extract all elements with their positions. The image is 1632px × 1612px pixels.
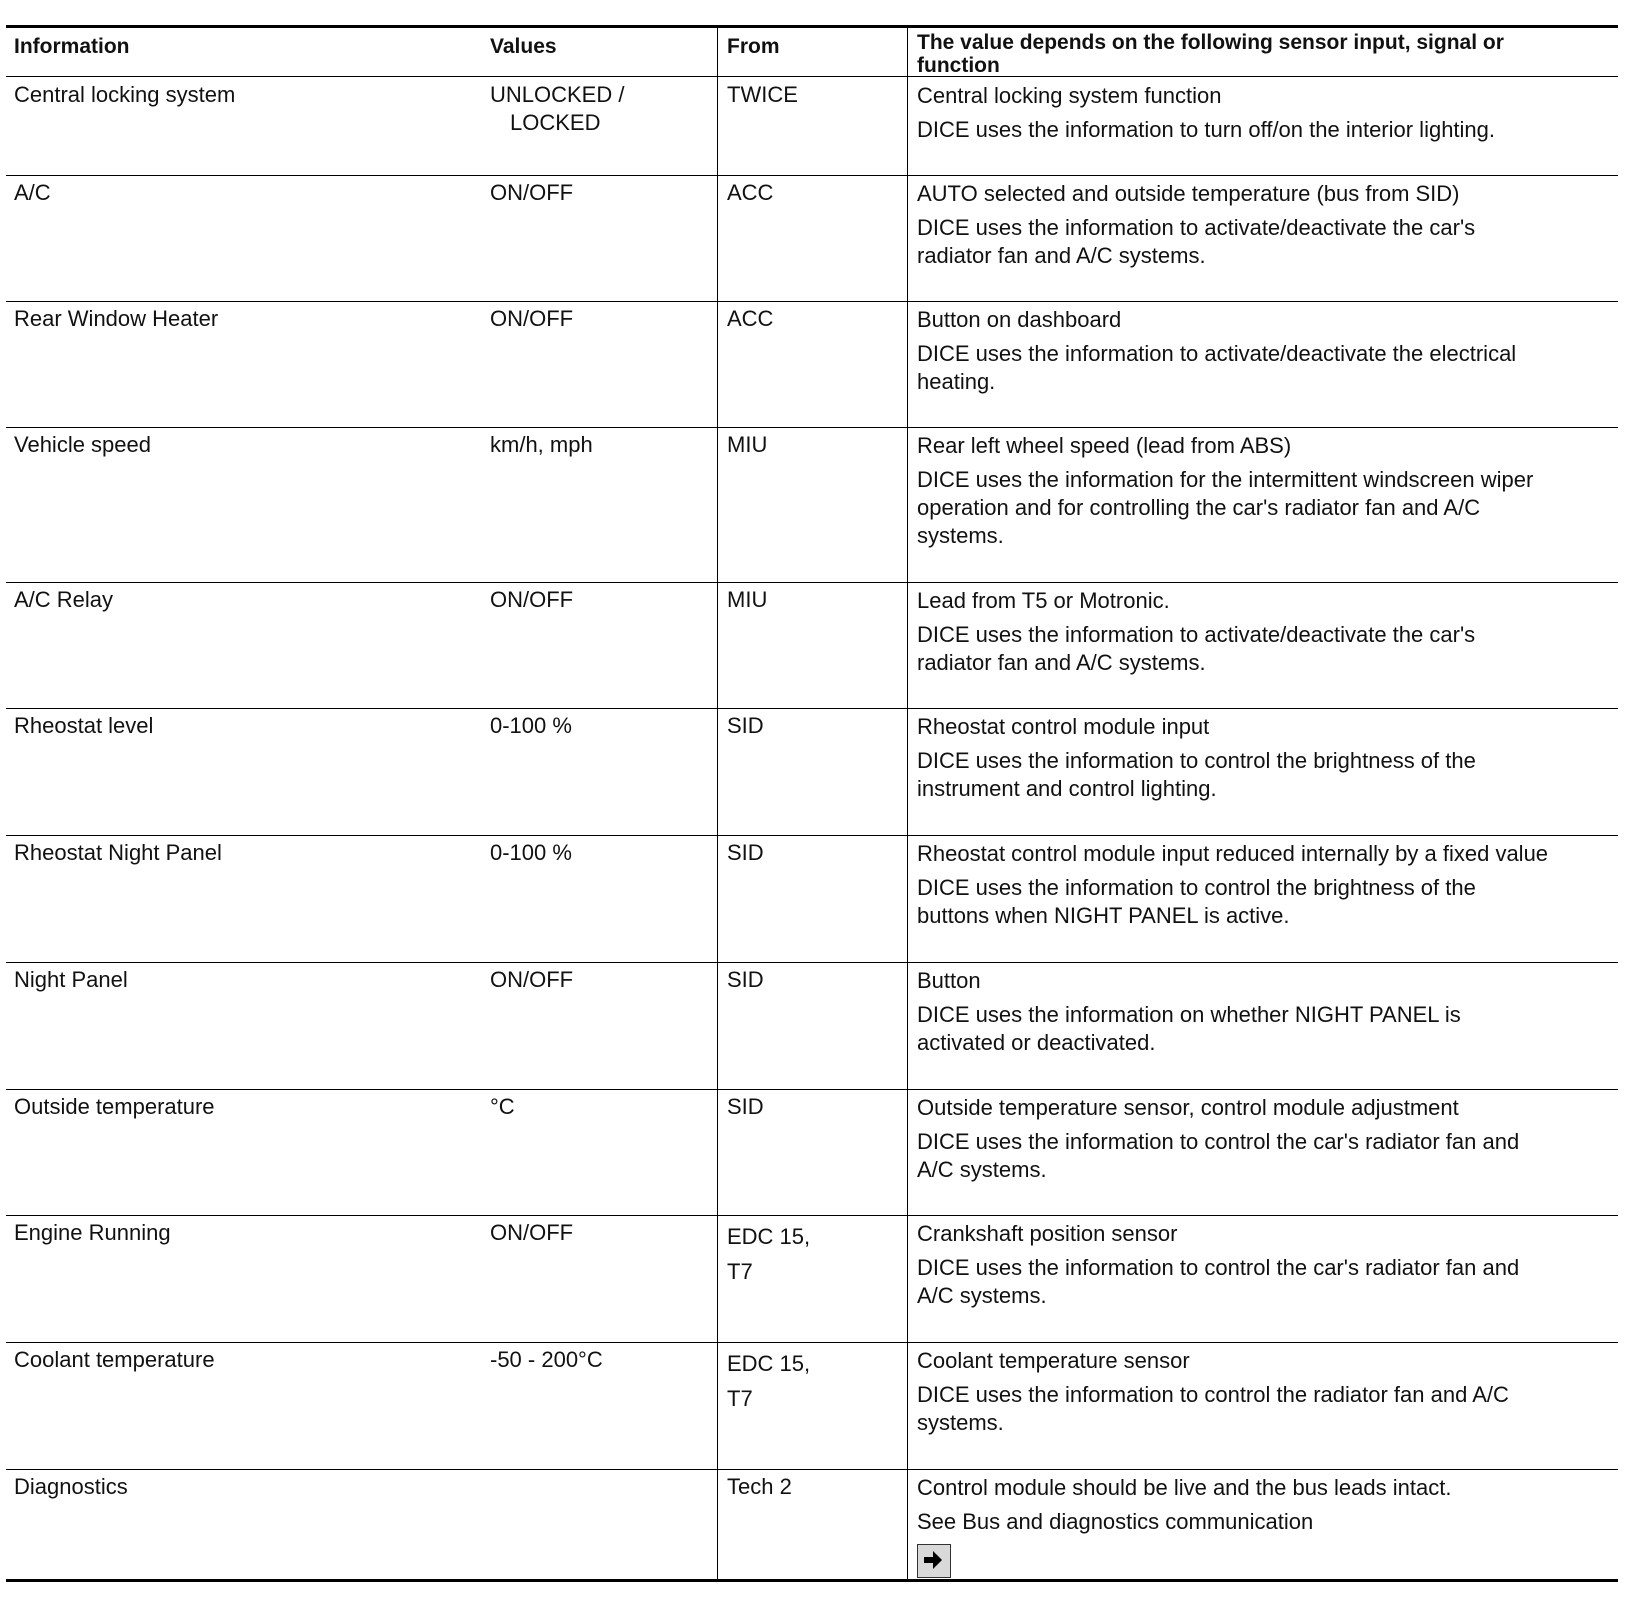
detail-line: activated or deactivated.	[917, 1030, 1156, 1055]
values-line: km/h, mph	[490, 432, 593, 457]
from-cell	[727, 839, 764, 867]
depends-line: Outside temperature sensor, control module adjustment	[917, 1095, 1459, 1120]
information-cell: Rear Window Heater	[14, 306, 219, 331]
depends-line: Crankshaft position sensor	[917, 1221, 1178, 1246]
column-divider	[907, 25, 908, 1580]
values-cell	[490, 839, 572, 867]
row-divider	[6, 1089, 1618, 1090]
depends-line: Rheostat control module input reduced internally by a fixed value	[917, 841, 1549, 866]
from-cell	[727, 81, 798, 109]
detail-line: DICE uses the information to control the brightness of the	[917, 875, 1476, 900]
detail-line: DICE uses the information to control the car's radiator fan and	[917, 1129, 1520, 1154]
information-cell: Diagnostics	[14, 1474, 128, 1499]
row-divider	[6, 427, 1618, 428]
values-cell	[490, 1219, 573, 1247]
from-cell	[727, 712, 764, 740]
from-line: Tech 2	[727, 1474, 792, 1499]
information-cell: A/C Relay	[14, 587, 114, 612]
from-line: MIU	[727, 587, 768, 612]
information-cell: Coolant temperature	[14, 1347, 215, 1372]
values-line: 0-100 %	[490, 840, 572, 865]
depends-cell	[917, 1474, 1451, 1578]
from-line: MIU	[727, 432, 768, 457]
depends-cell	[917, 1220, 1519, 1310]
depends-line: Coolant temperature sensor	[917, 1348, 1190, 1373]
row-divider	[6, 962, 1618, 963]
detail-line: DICE uses the information to turn off/on the interior lighting.	[917, 117, 1496, 142]
detail-text	[917, 214, 1475, 270]
values-line: ON/OFF	[490, 1220, 574, 1245]
header-values: Values	[490, 35, 557, 58]
from-cell	[727, 1346, 810, 1416]
header-information: Information	[14, 35, 130, 58]
detail-line: radiator fan and A/C systems.	[917, 650, 1206, 675]
depends-cell	[917, 840, 1548, 930]
depends-cell	[917, 587, 1475, 677]
information-cell: Vehicle speed	[14, 432, 151, 457]
from-cell	[727, 1473, 792, 1501]
from-cell	[727, 305, 773, 333]
from-cell	[727, 431, 767, 459]
header-divider	[6, 76, 1618, 77]
values-cell	[490, 1346, 603, 1374]
information-cell: Engine Running	[14, 1220, 171, 1245]
detail-text	[917, 874, 1548, 930]
column-divider	[717, 25, 718, 1580]
depends-line: Button on dashboard	[917, 307, 1122, 332]
row-divider	[6, 1215, 1618, 1216]
values-line: UNLOCKED /	[490, 82, 625, 107]
from-line: EDC 15,	[727, 1224, 811, 1249]
from-cell	[727, 1219, 810, 1289]
depends-line: AUTO selected and outside temperature (bus from SID)	[917, 181, 1460, 206]
header-depends-line1: The value depends on the following sensor input, signal or	[917, 31, 1504, 54]
row-divider	[6, 582, 1618, 583]
from-line: SID	[727, 967, 764, 992]
values-cell	[490, 305, 573, 333]
depends-cell	[917, 1347, 1509, 1437]
depends-cell	[917, 432, 1533, 550]
depends-cell	[917, 713, 1476, 803]
detail-text	[917, 621, 1475, 677]
values-cell	[490, 431, 593, 459]
detail-text	[917, 340, 1516, 396]
detail-text	[917, 1381, 1509, 1437]
detail-text	[917, 1001, 1461, 1057]
detail-line: operation and for controlling the car's radiator fan and A/C	[917, 495, 1481, 520]
detail-line: DICE uses the information to activate/deactivate the electrical	[917, 341, 1517, 366]
detail-line: A/C systems.	[917, 1157, 1047, 1182]
row-divider	[6, 175, 1618, 176]
depends-line: Button	[917, 968, 981, 993]
detail-line: buttons when NIGHT PANEL is active.	[917, 903, 1290, 928]
from-line: EDC 15,	[727, 1351, 811, 1376]
values-cell	[490, 179, 573, 207]
row-divider	[6, 301, 1618, 302]
from-line: T7	[727, 1259, 753, 1284]
detail-line: DICE uses the information to control the car's radiator fan and	[917, 1255, 1520, 1280]
depends-cell	[917, 306, 1516, 396]
depends-line: Rheostat control module input	[917, 714, 1210, 739]
detail-line: DICE uses the information for the intermittent windscreen wiper	[917, 467, 1534, 492]
values-cell	[490, 966, 573, 994]
values-line: °C	[490, 1094, 515, 1119]
information-cell: Outside temperature	[14, 1094, 215, 1119]
detail-text	[917, 747, 1476, 803]
depends-cell	[917, 180, 1475, 270]
values-line: -50 - 200°C	[490, 1347, 603, 1372]
from-line: TWICE	[727, 82, 798, 107]
detail-text	[917, 466, 1533, 550]
arrow-right-icon	[921, 1548, 945, 1572]
depends-line: Central locking system function	[917, 83, 1222, 108]
information-cell: Night Panel	[14, 967, 128, 992]
depends-line: Lead from T5 or Motronic.	[917, 588, 1170, 613]
from-cell	[727, 586, 767, 614]
detail-line: See Bus and diagnostics communication	[917, 1509, 1314, 1534]
values-cell	[490, 586, 573, 614]
values-cell	[490, 1093, 515, 1121]
depends-cell	[917, 967, 1461, 1057]
row-divider	[6, 708, 1618, 709]
detail-text	[917, 1508, 1451, 1536]
values-line: LOCKED	[510, 110, 601, 135]
values-line: 0-100 %	[490, 713, 572, 738]
depends-line: Rear left wheel speed (lead from ABS)	[917, 433, 1292, 458]
row-divider	[6, 1342, 1618, 1343]
from-line: ACC	[727, 180, 774, 205]
information-cell: Rheostat level	[14, 713, 154, 738]
values-line: ON/OFF	[490, 306, 574, 331]
values-line: ON/OFF	[490, 967, 574, 992]
from-line: SID	[727, 713, 764, 738]
detail-line: instrument and control lighting.	[917, 776, 1217, 801]
from-cell	[727, 179, 773, 207]
detail-line: heating.	[917, 369, 996, 394]
row-divider	[6, 1469, 1618, 1470]
detail-line: DICE uses the information to activate/deactivate the car's	[917, 622, 1476, 647]
from-line: SID	[727, 1094, 764, 1119]
table-top-rule	[6, 25, 1618, 28]
from-line: ACC	[727, 306, 774, 331]
from-cell	[727, 1093, 764, 1121]
row-divider	[6, 835, 1618, 836]
header-depends-line2: function	[917, 54, 1000, 77]
detail-line: A/C systems.	[917, 1283, 1047, 1308]
header-from: From	[727, 35, 780, 58]
values-line: ON/OFF	[490, 587, 574, 612]
detail-line: DICE uses the information to control the radiator fan and A/C	[917, 1382, 1509, 1407]
information-cell: A/C	[14, 180, 51, 205]
detail-text	[917, 1254, 1519, 1310]
bus-diagnostics-link-button[interactable]	[917, 1544, 951, 1578]
depends-cell	[917, 1094, 1519, 1184]
detail-line: DICE uses the information to activate/deactivate the car's	[917, 215, 1476, 240]
values-cell	[490, 712, 572, 740]
detail-line: systems.	[917, 1410, 1004, 1435]
depends-line: Control module should be live and the bus leads intact.	[917, 1475, 1452, 1500]
detail-line: radiator fan and A/C systems.	[917, 243, 1206, 268]
information-cell: Central locking system	[14, 82, 236, 107]
information-cell: Rheostat Night Panel	[14, 840, 222, 865]
detail-text	[917, 1128, 1519, 1184]
detail-line: systems.	[917, 523, 1004, 548]
header-depends	[917, 31, 1504, 77]
from-line: T7	[727, 1386, 753, 1411]
values-line: ON/OFF	[490, 180, 574, 205]
table-bottom-rule	[6, 1579, 1618, 1582]
detail-line: DICE uses the information to control the brightness of the	[917, 748, 1476, 773]
from-line: SID	[727, 840, 764, 865]
values-cell	[490, 81, 624, 137]
depends-cell	[917, 82, 1495, 144]
detail-line: DICE uses the information on whether NIGHT PANEL is	[917, 1002, 1461, 1027]
from-cell	[727, 966, 764, 994]
detail-text	[917, 116, 1495, 144]
